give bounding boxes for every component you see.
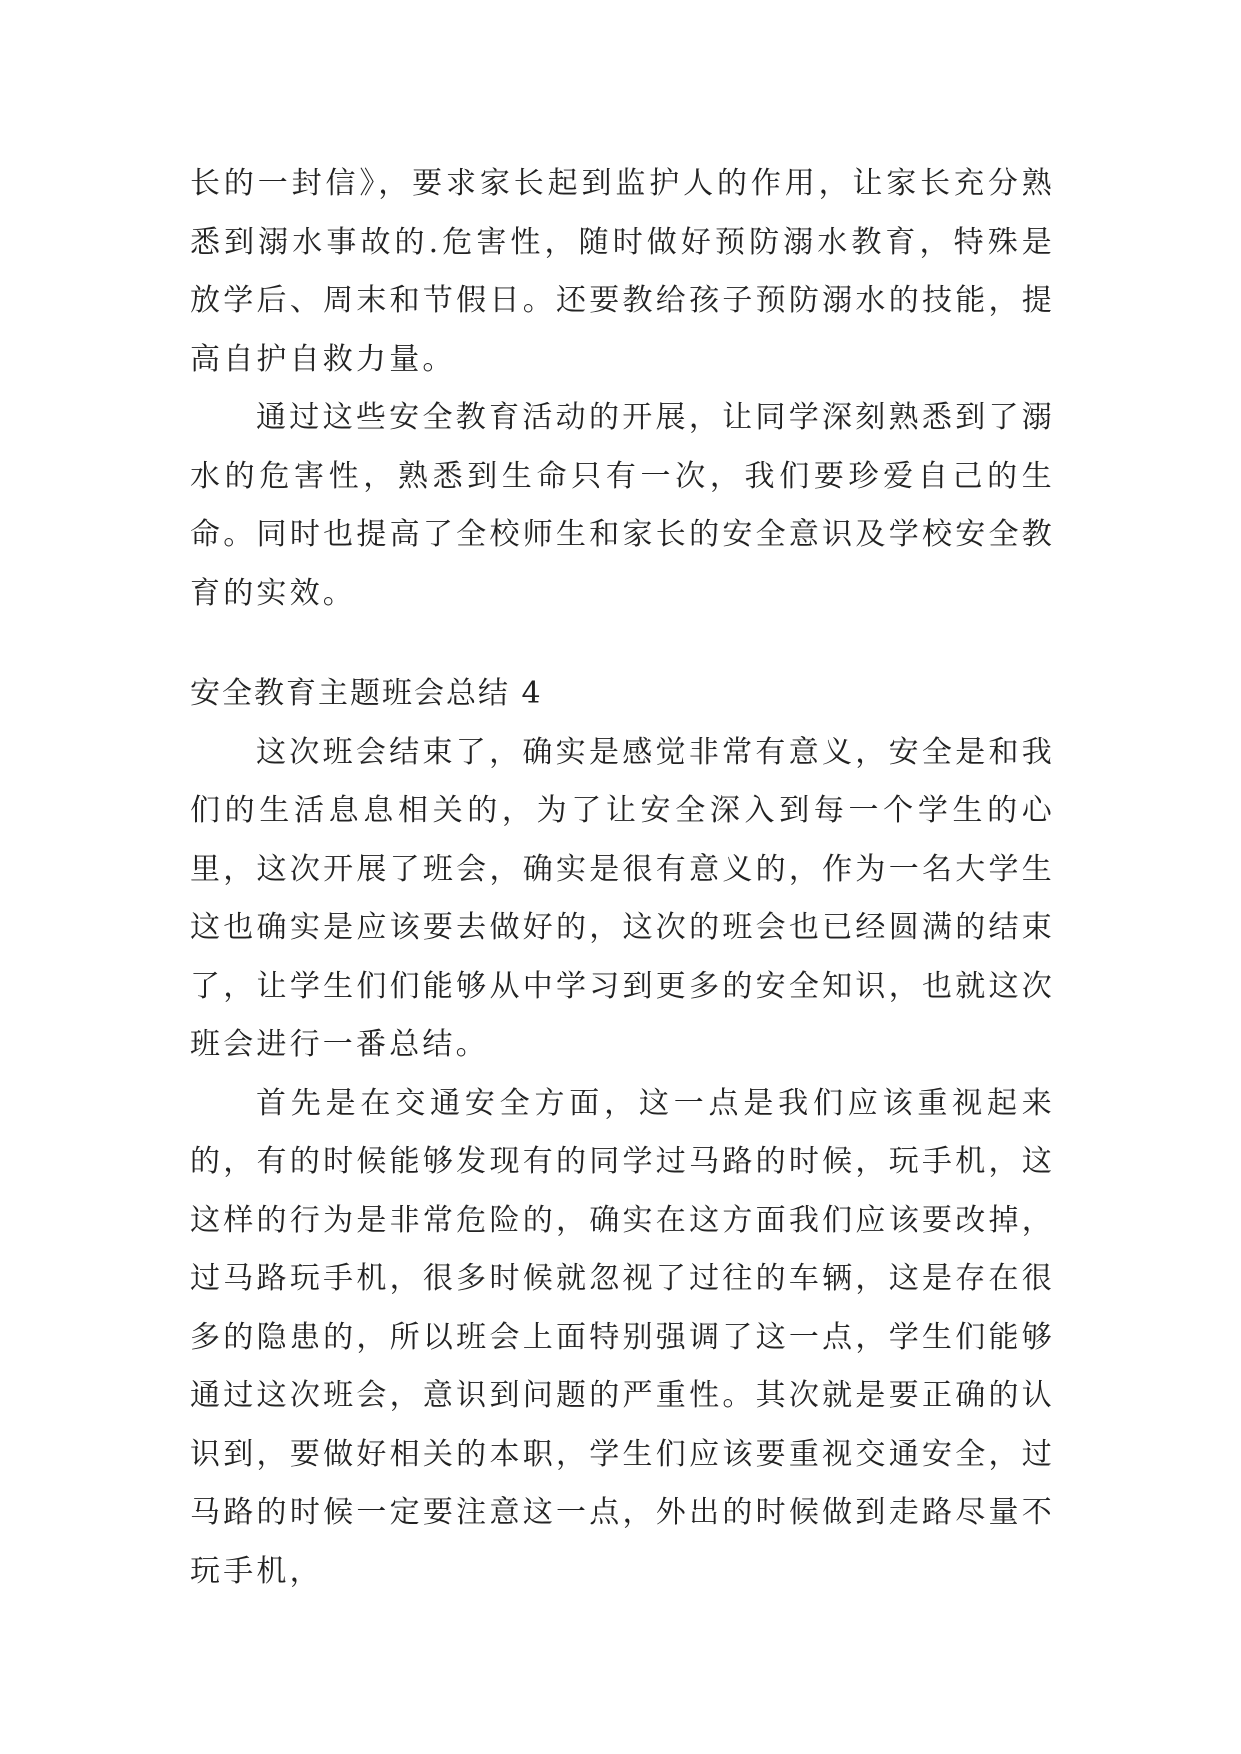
document-body (190, 155, 1055, 1601)
paragraph-traffic-safety: 首先是在交通安全方面，这一点是我们应该重视起来的，有的时候能够发现有的同学过马路的时候，玩手机，这这样的行为是非常危险的，确实在这方面我们应该要改掉，过马路玩手机，很多时候就忽视了过往的车辆，这是存在很多的隐患的，所以班会上面特别强调了这一点，学生们能够通过这次班会，意识到问题的严重性。其次就是要正确的认识到，要做好相关的本职，学生们应该要重视交通安全，过马路的时候一定要注意这一点，外出的时候做到走路尽量不玩手机， (190, 1085, 1055, 1589)
paragraph-class-meeting-intro: 这次班会结束了，确实是感觉非常有意义，安全是和我们的生活息息相关的，为了让安全深入到每一个学生的心里，这次开展了班会，确实是很有意义的，作为一名大学生这也确实是应该要去做好的，这次的班会也已经圆满的结束了，让学生们们能够从中学习到更多的安全知识，也就这次班会进行一番总结。 (190, 734, 1055, 1062)
paragraph-parent-letter: 长的一封信》，要求家长起到监护人的作用，让家长充分熟悉到溺水事故的.危害性，随时做好预防溺水教育，特殊是放学后、周末和节假日。还要教给孩子预防溺水的技能，提高自护自救力量。 (190, 166, 1055, 377)
section-heading: 安全教育主题班会总结 4 (190, 676, 543, 711)
section-gap (190, 623, 1055, 665)
paragraph-activity-summary: 通过这些安全教育活动的开展，让同学深刻熟悉到了溺水的危害性，熟悉到生命只有一次，我们要珍爱自己的生命。同时也提高了全校师生和家长的安全意识及学校安全教育的实效。 (190, 400, 1055, 611)
